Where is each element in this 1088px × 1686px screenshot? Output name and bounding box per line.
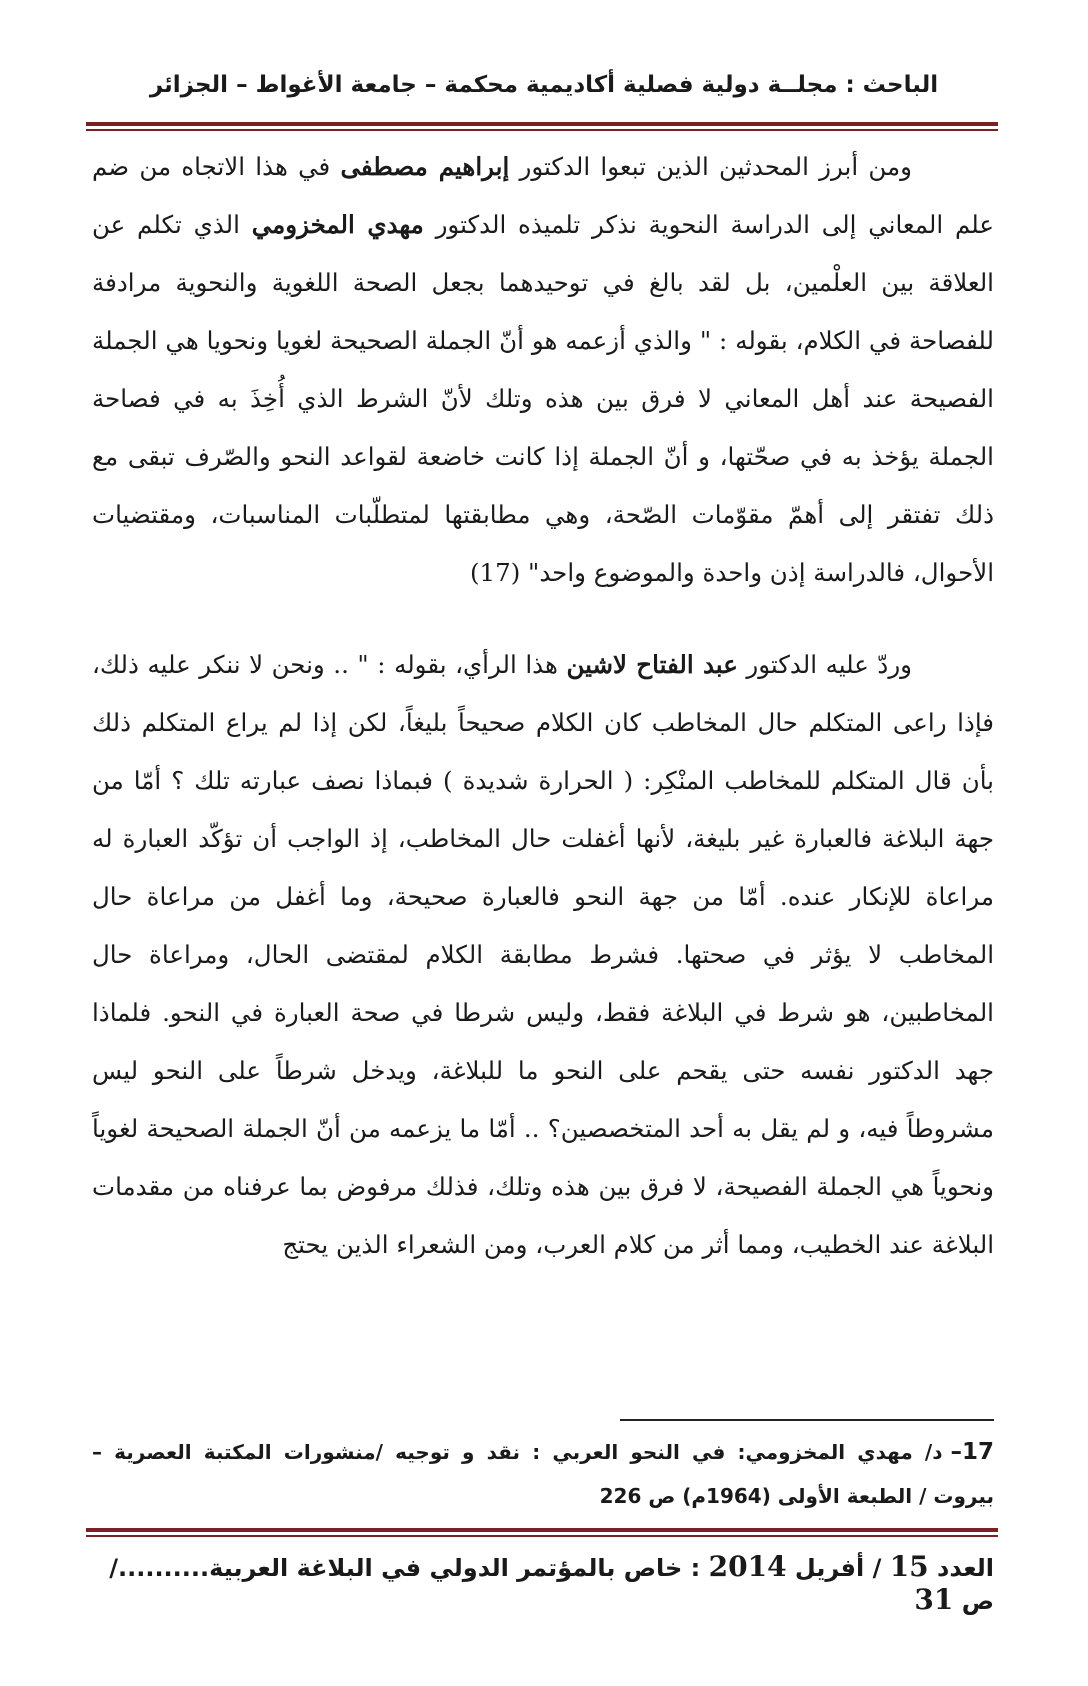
footnote-reference-17: (17)	[469, 558, 521, 587]
article-body	[92, 138, 994, 1274]
footer-month: / أفريل	[786, 1554, 890, 1582]
name-abdelfattah-lashin: عبد الفتاح لاشين	[566, 650, 738, 679]
paragraph-2	[92, 636, 994, 1274]
name-mahdi-makhzoumi: مهدي المخزومي	[251, 210, 424, 239]
name-ibrahim-mustafa: إبراهيم مصطفى	[340, 152, 510, 181]
paragraph-1-text-e: الذي تكلم عن العلاقة بين العلْمين، بل لقد بالغ في توحيدهما بجعل الصحة اللغوية والنحوية مرادفة للفصاحة في الكلام، بقوله : " والذي أزعمه هو أنّ الجملة الصحيحة لغويا ونحويا هي الجملة الفصيحة عند أهل المعاني لا فرق بين هذه وتلك لأنّ الشرط الذي أُخِذَ به في فصاحة الجملة يؤخذ به في صحّتها، و أنّ الجملة إذا كانت خاضعة لقواعد النحو والصّرف تبقى مع ذلك تفتقر إلى أهمّ مقوّمات الصّحة، وهي مطابقتها لمتطلّبات المناسبات، ومقتضيات الأحوال، فالدراسة إذن واحدة والموضوع واحد"	[92, 210, 994, 587]
paragraph-1-text-c: في هذا الاتجاه من ضم علم المعاني إلى الدراسة النحوية نذكر تلميذه الدكتور	[92, 152, 994, 239]
running-footer	[92, 1550, 994, 1616]
header-rule-thick	[86, 122, 998, 126]
footnote-text: د/ مهدي المخزومي: في النحو العربي : نقد و توجيه /منشورات المكتبة العصرية – بيروت / الطبعة الأولى (1964م) ص 226	[92, 1440, 994, 1508]
issue-number: 15	[889, 1550, 929, 1583]
paragraph-2-text-c: هذا الرأي، بقوله : " .. ونحن لا ننكر عليه ذلك، فإذا راعى المتكلم حال المخاطب كان الكلام صحيحاً بليغاً، لكن إذا لم يراع المتكلم ذلك بأن قال المتكلم للمخاطب المنْكِر: ( الحرارة شديدة ) فبماذا نصف عبارته تلك ؟ أمّا من جهة البلاغة فالعبارة غير بليغة، لأنها أغفلت حال المخاطب، إذ الواجب أن تؤكّد العبارة له مراعاة للإنكار عنده. أمّا من جهة النحو فالعبارة صحيحة، وما أغفل من مراعاة حال المخاطب لا يؤثر في صحتها. فشرط مطابقة الكلام لمقتضى الحال، ومراعاة حال المخاطبين، هو شرط في البلاغة فقط، وليس شرطا في صحة العبارة في النحو. فلماذا جهد الدكتور نفسه حتى يقحم على النحو ما للبلاغة، ويدخل شرطاً على النحو ليس مشروطاً فيه، و لم يقل به أحد المتخصصين؟ .. أمّا ما يزعمه من أنّ الجملة الصحيحة لغوياً ونحوياً هي الجملة الفصيحة، لا فرق بين هذه وتلك، فذلك مرفوض بما عرفناه من مقدمات البلاغة عند الخطيب، ومما أثر من كلام العرب، ومن الشعراء الذين يحتج	[92, 650, 994, 1259]
paragraph-2-text-a: وردّ عليه الدكتور	[737, 650, 912, 679]
footer-rule-thin	[86, 1535, 998, 1537]
footnote-17	[92, 1430, 994, 1518]
footnote-separator	[620, 1419, 994, 1421]
header-rule-thin	[86, 129, 998, 131]
running-header: الباحث : مجلــة دولية فصلية أكاديمية محكمة – جامعة الأغواط – الجزائر	[149, 72, 939, 98]
paragraph-1	[92, 138, 994, 602]
footer-text: : خاص بالمؤتمر الدولي في البلاغة العربية........../ ص	[109, 1554, 994, 1615]
page-number: 31	[914, 1583, 954, 1616]
footnote-number: 17–	[950, 1439, 994, 1465]
footer-prefix: العدد	[928, 1554, 994, 1582]
footer-rule-thick	[86, 1528, 998, 1532]
paragraph-1-text-a: ومن أبرز المحدثين الذين تبعوا الدكتور	[509, 152, 912, 181]
footer-year: 2014	[708, 1550, 787, 1583]
